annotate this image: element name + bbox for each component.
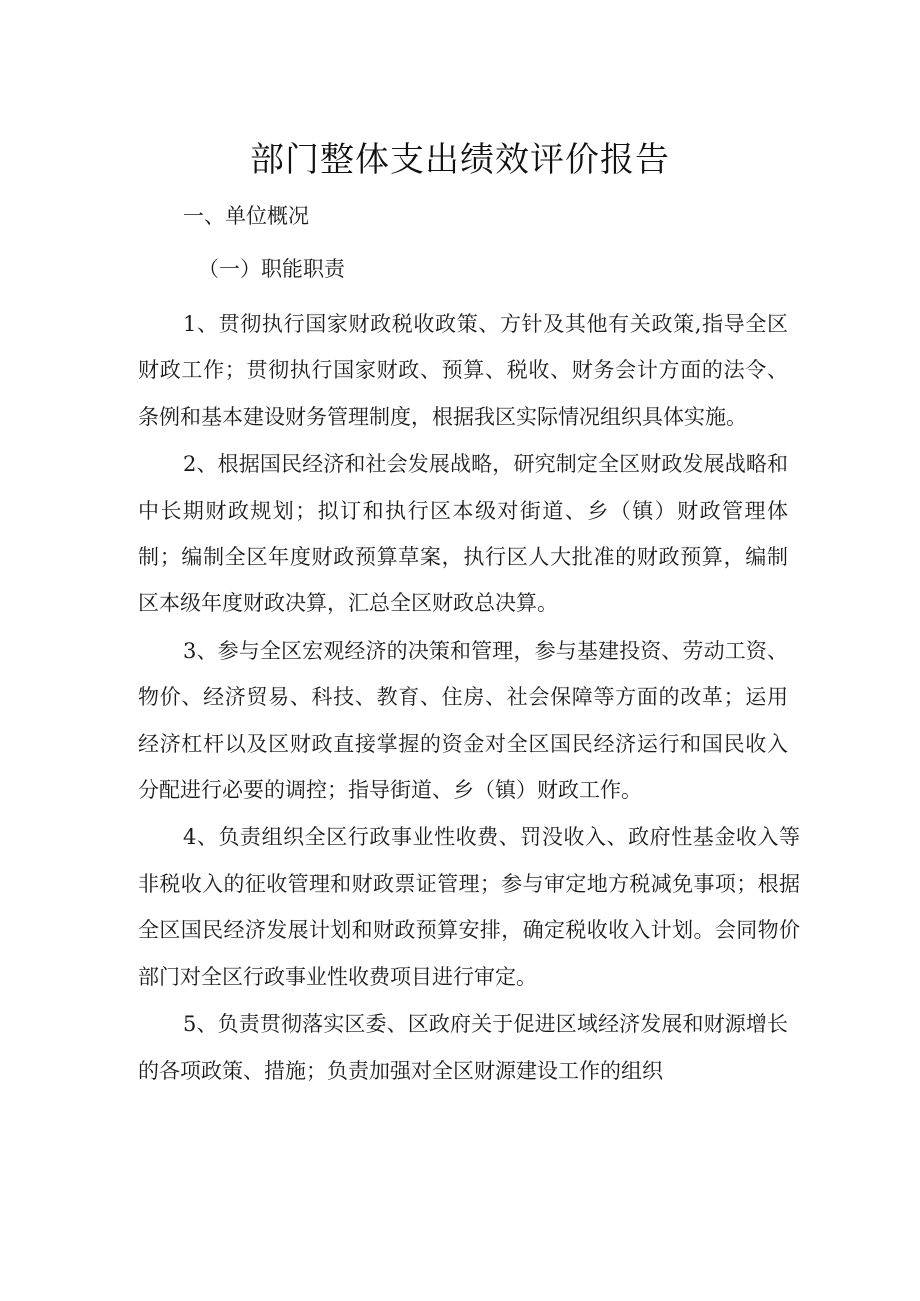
paragraph-3: 3、参与全区宏观经济的决策和管理，参与基建投资、劳动工资、物价、经济贸易、科技、教育、住房、社会保障等方面的改革；运用经济杠杆以及区财政直接掌握的资金对全区国民经济运行和国民收入分配进行必要的调控；指导街道、乡（镇）财政工作。 (138, 638, 788, 803)
document-title: 部门整体支出绩效评价报告 (250, 140, 670, 180)
paragraph-2: 2、根据国民经济和社会发展战略，研究制定全区财政发展战略和中长期财政规划；拟订和执行区本级对街道、乡（镇）财政管理体制；编制全区年度财政预算草案，执行区人大批准的财政预算，编制区本级年度财政决算，汇总全区财政总决算。 (138, 452, 788, 616)
subsection-heading: （一）职能职责 (198, 257, 345, 281)
document-body (138, 193, 800, 1094)
paragraph-4: 4、负责组织全区行政事业性收费、罚没收入、政府性基金收入等非税收入的征收管理和财政票证管理；参与审定地方税减免事项；根据全区国民经济发展计划和财政预算安排，确定税收收入计划。会同物价部门对全区行政事业性收费项目进行审定。 (138, 825, 800, 989)
paragraph-1: 1、贯彻执行国家财政税收政策、方针及其他有关政策,指导全区财政工作；贯彻执行国家财政、预算、税收、财务会计方面的法令、条例和基本建设财务管理制度，根据我区实际情况组织具体实施。 (138, 312, 788, 429)
section-heading: 一、单位概况 (183, 204, 309, 228)
paragraph-5: 5、负责贯彻落实区委、区政府关于促进区域经济发展和财源增长的各项政策、措施；负责加强对全区财源建设工作的组织 (138, 1012, 788, 1083)
